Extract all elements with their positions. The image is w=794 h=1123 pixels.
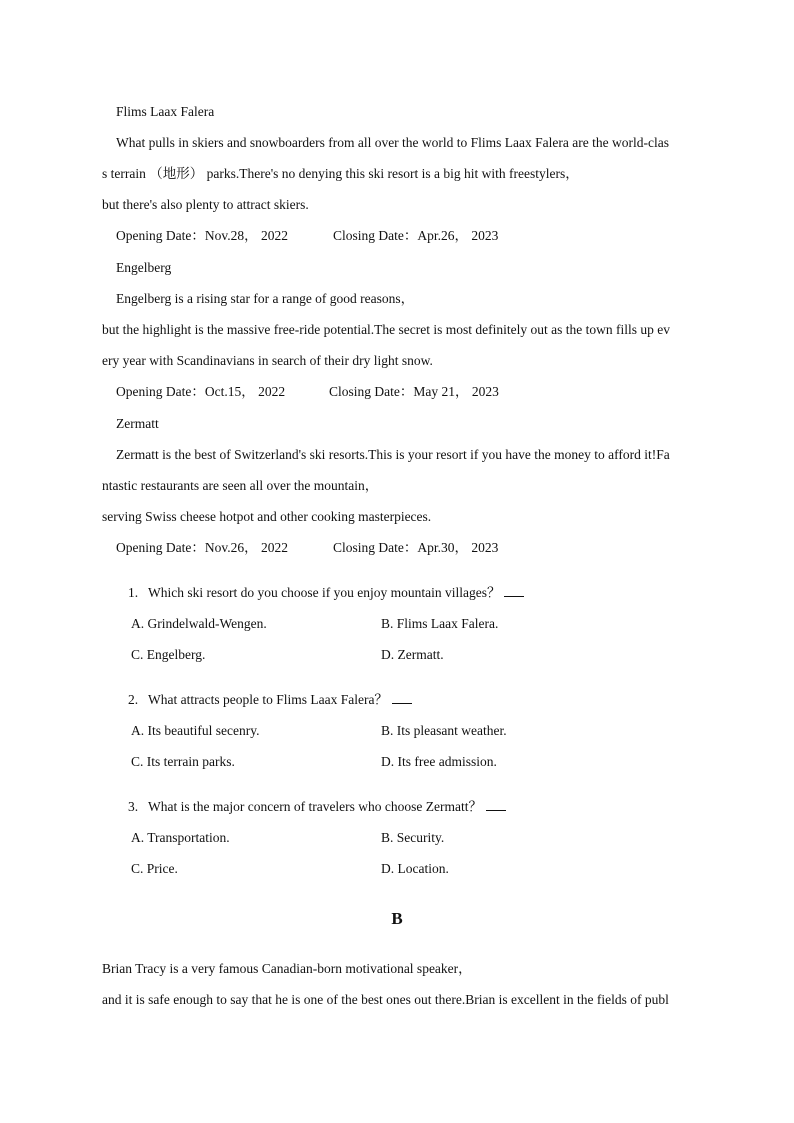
resort-text-line: serving Swiss cheese hotpot and other cooking masterpieces. [102,509,432,524]
resort-name: Engelberg [116,260,172,275]
question [128,584,524,602]
answer-blank[interactable] [504,584,524,597]
resort-text-line: ery year with Scandinavians in search of their dry light snow. [102,353,433,368]
option-c[interactable]: C. Price. [131,861,178,876]
resort-text-line: What pulls in skiers and snowboarders from all over the world to Flims Laax Falera are the world-clas [116,135,669,150]
closing-date: Closing Date：Apr.30， 2023 [333,540,499,555]
answer-blank[interactable] [392,691,412,704]
option-d[interactable]: D. Its free admission. [381,754,497,769]
section-heading: B [391,909,403,928]
closing-date: Closing Date：Apr.26， 2023 [333,228,499,243]
opening-date: Opening Date：Nov.28， 2022 [116,228,288,243]
question-number: 3. [128,799,139,814]
answer-blank[interactable] [486,798,506,811]
option-b[interactable]: B. Security. [381,830,445,845]
question-text: What attracts people to Flims Laax Falera？ [148,692,388,707]
resort-name: Zermatt [116,416,159,431]
question-number: 1. [128,585,139,600]
opening-date: Opening Date：Nov.26， 2022 [116,540,288,555]
option-a[interactable]: A. Transportation. [131,830,230,845]
option-c[interactable]: C. Its terrain parks. [131,754,235,769]
resort-text-line: Zermatt is the best of Switzerland's ski resorts.This is your resort if you have the money to afford it!Fa [116,447,670,462]
passage-line: and it is safe enough to say that he is one of the best ones out there.Brian is excellent in the fields of publ [102,992,669,1007]
question-text: Which ski resort do you choose if you enjoy mountain villages？ [148,585,501,600]
opening-date: Opening Date：Oct.15， 2022 [116,384,286,399]
resort-text-line: but there's also plenty to attract skiers. [102,197,309,212]
question [128,691,412,709]
question-text: What is the major concern of travelers who choose Zermatt？ [148,799,483,814]
resort-text-line: ntastic restaurants are seen all over the mountain， [102,478,379,493]
resort-text-line: s terrain （地形） parks.There's no denying this ski resort is a big hit with freestylers， [102,166,579,181]
question-number: 2. [128,692,139,707]
option-b[interactable]: B. Flims Laax Falera. [381,616,499,631]
question [128,798,506,816]
option-d[interactable]: D. Zermatt. [381,647,444,662]
option-c[interactable]: C. Engelberg. [131,647,206,662]
option-d[interactable]: D. Location. [381,861,449,876]
option-a[interactable]: A. Grindelwald-Wengen. [131,616,267,631]
passage-line: Brian Tracy is a very famous Canadian-born motivational speaker， [102,961,472,976]
option-b[interactable]: B. Its pleasant weather. [381,723,507,738]
resort-name: Flims Laax Falera [116,104,215,119]
option-a[interactable]: A. Its beautiful secenry. [131,723,260,738]
closing-date: Closing Date：May 21， 2023 [329,384,499,399]
resort-text-line: but the highlight is the massive free-ride potential.The secret is most definitely out as the town fills up ev [102,322,670,337]
resort-text-line: Engelberg is a rising star for a range of good reasons， [116,291,415,306]
